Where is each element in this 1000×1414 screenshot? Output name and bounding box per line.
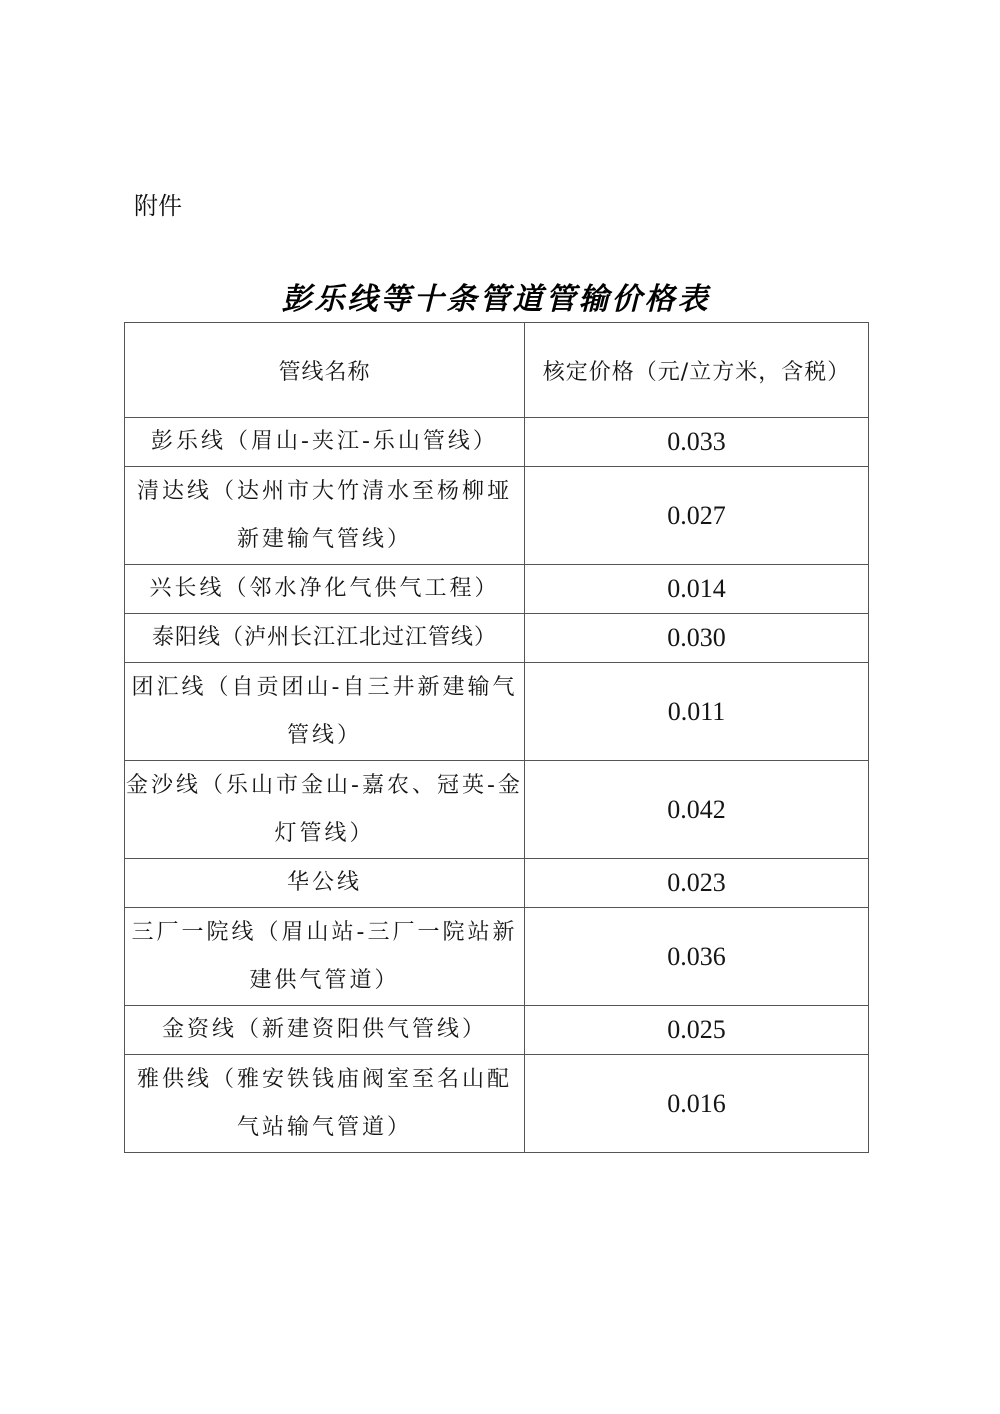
pipeline-name-cell: 华公线 xyxy=(125,859,525,908)
pipeline-name-cell: 兴长线（邻水净化气供气工程） xyxy=(125,565,525,614)
table-row xyxy=(125,418,869,467)
table-row xyxy=(125,467,869,565)
price-cell: 0.023 xyxy=(525,859,869,908)
table-row xyxy=(125,1006,869,1055)
price-cell: 0.030 xyxy=(525,614,869,663)
price-cell: 0.025 xyxy=(525,1006,869,1055)
table-row xyxy=(125,761,869,859)
table-header-row xyxy=(125,323,869,418)
pipeline-name-cell: 三厂一院线（眉山站-三厂一院站新建供气管道） xyxy=(125,908,525,1006)
price-cell: 0.014 xyxy=(525,565,869,614)
table-row xyxy=(125,663,869,761)
price-cell: 0.042 xyxy=(525,761,869,859)
pipeline-name-cell: 团汇线（自贡团山-自三井新建输气管线） xyxy=(125,663,525,761)
header-pipeline-name: 管线名称 xyxy=(125,323,525,418)
pipeline-name-cell: 雅供线（雅安铁钱庙阀室至名山配气站输气管道） xyxy=(125,1055,525,1153)
table-row xyxy=(125,908,869,1006)
table-row xyxy=(125,565,869,614)
table-row xyxy=(125,614,869,663)
price-cell: 0.016 xyxy=(525,1055,869,1153)
price-cell: 0.036 xyxy=(525,908,869,1006)
pipeline-name-cell: 金沙线（乐山市金山-嘉农、冠英-金灯管线） xyxy=(125,761,525,859)
pipeline-name-cell: 彭乐线（眉山-夹江-乐山管线） xyxy=(125,418,525,467)
price-cell: 0.027 xyxy=(525,467,869,565)
pipeline-name-cell: 金资线（新建资阳供气管线） xyxy=(125,1006,525,1055)
pipeline-name-cell: 泰阳线（泸州长江江北过江管线） xyxy=(125,614,525,663)
pipeline-price-table xyxy=(124,322,869,1153)
table-row xyxy=(125,1055,869,1153)
table-row xyxy=(125,859,869,908)
attachment-label: 附件 xyxy=(134,192,182,220)
header-approved-price: 核定价格（元/立方米，含税） xyxy=(525,323,869,418)
price-cell: 0.033 xyxy=(525,418,869,467)
pipeline-name-cell: 清达线（达州市大竹清水至杨柳垭新建输气管线） xyxy=(125,467,525,565)
price-cell: 0.011 xyxy=(525,663,869,761)
document-title: 彭乐线等十条管道管输价格表 xyxy=(281,282,711,317)
